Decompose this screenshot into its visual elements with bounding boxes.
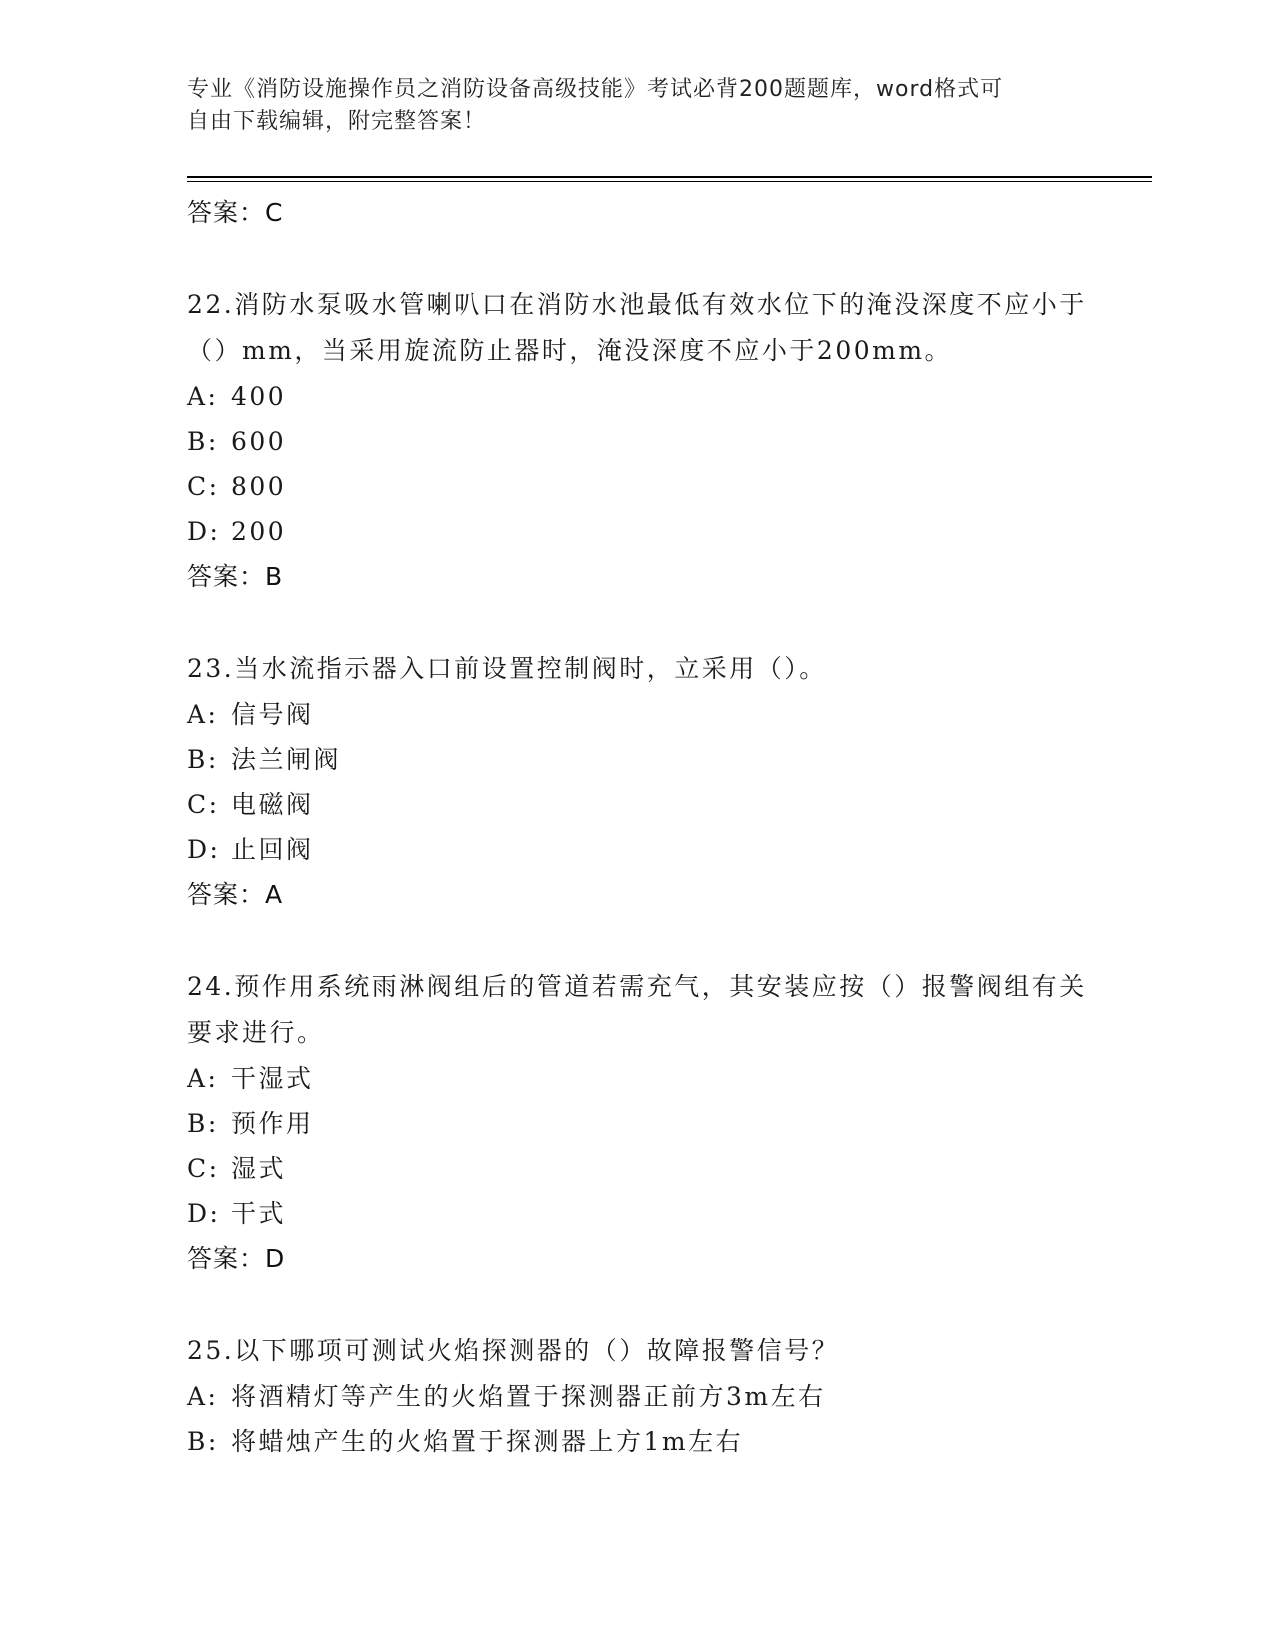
document-header — [187, 74, 1067, 138]
option-d — [187, 1191, 1087, 1236]
option-text: 法兰闸阀 — [231, 745, 342, 774]
option-a — [187, 374, 1087, 419]
header-line-1: 专业《消防设施操作员之消防设备高级技能》考试必背200题题库，word格式可 — [187, 77, 1004, 102]
option-letter: D: — [187, 835, 221, 864]
answer-line: 答案：D — [187, 1244, 286, 1273]
option-d — [187, 827, 1087, 872]
option-letter: B: — [187, 427, 219, 456]
option-text: 600 — [231, 427, 287, 456]
question-block — [187, 964, 1087, 1282]
option-text: 信号阀 — [231, 700, 314, 729]
answer-line: 答案：B — [187, 562, 284, 591]
option-letter: A: — [187, 382, 219, 411]
option-text: 止回阀 — [231, 835, 314, 864]
option-letter: A: — [187, 1064, 219, 1093]
option-letter: C: — [187, 472, 220, 501]
header-divider — [187, 176, 1152, 182]
option-b — [187, 737, 1087, 782]
option-c — [187, 464, 1087, 509]
option-a — [187, 1374, 1087, 1419]
option-text: 800 — [231, 472, 287, 501]
option-d — [187, 509, 1087, 554]
option-c — [187, 782, 1087, 827]
option-letter: B: — [187, 745, 219, 774]
option-text: 电磁阀 — [231, 790, 314, 819]
option-text: 干湿式 — [231, 1064, 314, 1093]
option-letter: C: — [187, 790, 220, 819]
option-text: 400 — [231, 382, 287, 411]
question-text: 22.消防水泵吸水管喇叭口在消防水池最低有效水位下的淹没深度不应小于（）mm，当采用旋流防止器时，淹没深度不应小于200mm。 — [187, 290, 1087, 365]
option-letter: A: — [187, 1382, 219, 1411]
option-letter: D: — [187, 517, 221, 546]
question-text: 25.以下哪项可测试火焰探测器的（）故障报警信号？ — [187, 1336, 840, 1365]
answer-line: 答案：C — [187, 198, 284, 227]
option-letter: B: — [187, 1427, 219, 1456]
option-letter: C: — [187, 1154, 220, 1183]
option-b — [187, 1419, 1087, 1464]
option-c — [187, 1146, 1087, 1191]
header-line-2: 自由下载编辑，附完整答案！ — [187, 109, 487, 134]
option-letter: A: — [187, 700, 219, 729]
question-block — [187, 1328, 1087, 1464]
option-letter: D: — [187, 1199, 221, 1228]
question-block — [187, 282, 1087, 600]
question-list — [187, 190, 1087, 1464]
option-text: 将蜡烛产生的火焰置于探测器上方1m左右 — [231, 1427, 744, 1456]
option-text: 将酒精灯等产生的火焰置于探测器正前方3m左右 — [231, 1382, 826, 1411]
option-a — [187, 692, 1087, 737]
option-b — [187, 1101, 1087, 1146]
option-text: 200 — [231, 517, 287, 546]
option-text: 干式 — [231, 1199, 287, 1228]
option-text: 湿式 — [231, 1154, 287, 1183]
question-text: 23.当水流指示器入口前设置控制阀时，立采用（）。 — [187, 654, 827, 683]
option-b — [187, 419, 1087, 464]
answer-line: 答案：A — [187, 880, 284, 909]
question-block — [187, 646, 1087, 918]
option-text: 预作用 — [231, 1109, 314, 1138]
question-text: 24.预作用系统雨淋阀组后的管道若需充气，其安装应按（）报警阀组有关要求进行。 — [187, 972, 1087, 1047]
option-letter: B: — [187, 1109, 219, 1138]
option-a — [187, 1056, 1087, 1101]
